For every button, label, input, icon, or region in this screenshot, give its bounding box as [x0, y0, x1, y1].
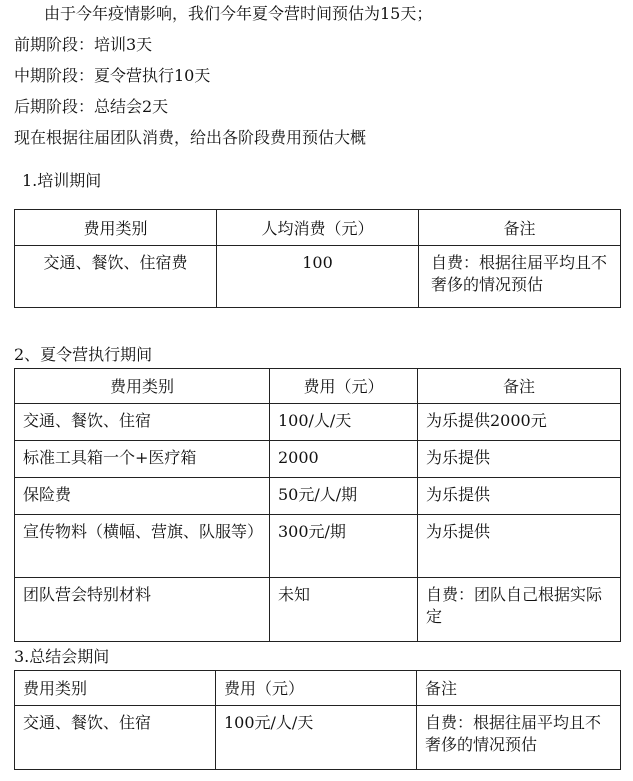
section2-table: [14, 368, 621, 642]
cell-note: 自费：根据往届平均且不奢侈的情况预估: [417, 706, 621, 770]
cell-amount: 100/人/天: [270, 404, 418, 441]
header-category: 费用类别: [15, 671, 216, 706]
cell-amount: 50元/人/期: [270, 478, 418, 515]
table-header-row: [15, 210, 621, 246]
cell-note: 为乐提供: [418, 515, 621, 578]
cell-note: 自费：团队自己根据实际定: [418, 578, 621, 642]
header-category: 费用类别: [15, 210, 217, 246]
cell-amount: 100元/人/天: [216, 706, 417, 770]
section2-title: 2、夏令营执行期间: [14, 345, 153, 364]
table-header-row: [15, 369, 621, 404]
cell-amount: 300元/期: [270, 515, 418, 578]
cell-category: 保险费: [15, 478, 270, 515]
cell-amount: 未知: [270, 578, 418, 642]
cell-category: 交通、餐饮、住宿: [15, 404, 270, 441]
cell-amount: 100: [217, 246, 419, 308]
cell-note: 为乐提供2000元: [418, 404, 621, 441]
header-note: 备注: [419, 210, 621, 246]
intro-line-early-stage: 前期阶段：培训3天: [14, 35, 153, 54]
cell-category: 标准工具箱一个+医疗箱: [15, 441, 270, 478]
cell-note: 为乐提供: [418, 478, 621, 515]
table-row: [15, 515, 621, 578]
cell-category: 团队营会特别材料: [15, 578, 270, 642]
table-row: [15, 246, 621, 308]
intro-line-mid-stage: 中期阶段：夏令营执行10天: [14, 66, 211, 85]
cell-note: 为乐提供: [418, 441, 621, 478]
cell-category: 交通、餐饮、住宿费: [15, 246, 217, 308]
table-header-row: [15, 671, 621, 706]
section3-title: 3.总结会期间: [14, 647, 110, 666]
header-amount: 费用（元）: [270, 369, 418, 404]
intro-line-summary: 现在根据往届团队消费，给出各阶段费用预估大概: [14, 128, 367, 147]
intro-line-late-stage: 后期阶段：总结会2天: [14, 97, 169, 116]
header-category: 费用类别: [15, 369, 270, 404]
intro-line-duration: 由于今年疫情影响，我们今年夏令营时间预估为15天；: [44, 4, 433, 23]
table-row: [15, 404, 621, 441]
table-row: [15, 478, 621, 515]
table-row: [15, 441, 621, 478]
cell-note: 自费：根据往届平均且不奢侈的情况预估: [419, 246, 621, 308]
header-note: 备注: [418, 369, 621, 404]
cell-category: 宣传物料（横幅、营旗、队服等）: [15, 515, 270, 578]
header-note: 备注: [417, 671, 621, 706]
section1-title: 1.培训期间: [22, 171, 102, 190]
header-amount: 费用（元）: [216, 671, 417, 706]
table-row: [15, 706, 621, 770]
section1-table: [14, 209, 621, 308]
table-row: [15, 578, 621, 642]
cell-category: 交通、餐饮、住宿: [15, 706, 216, 770]
section3-table: [14, 670, 621, 770]
cell-amount: 2000: [270, 441, 418, 478]
header-amount: 人均消费（元）: [217, 210, 419, 246]
